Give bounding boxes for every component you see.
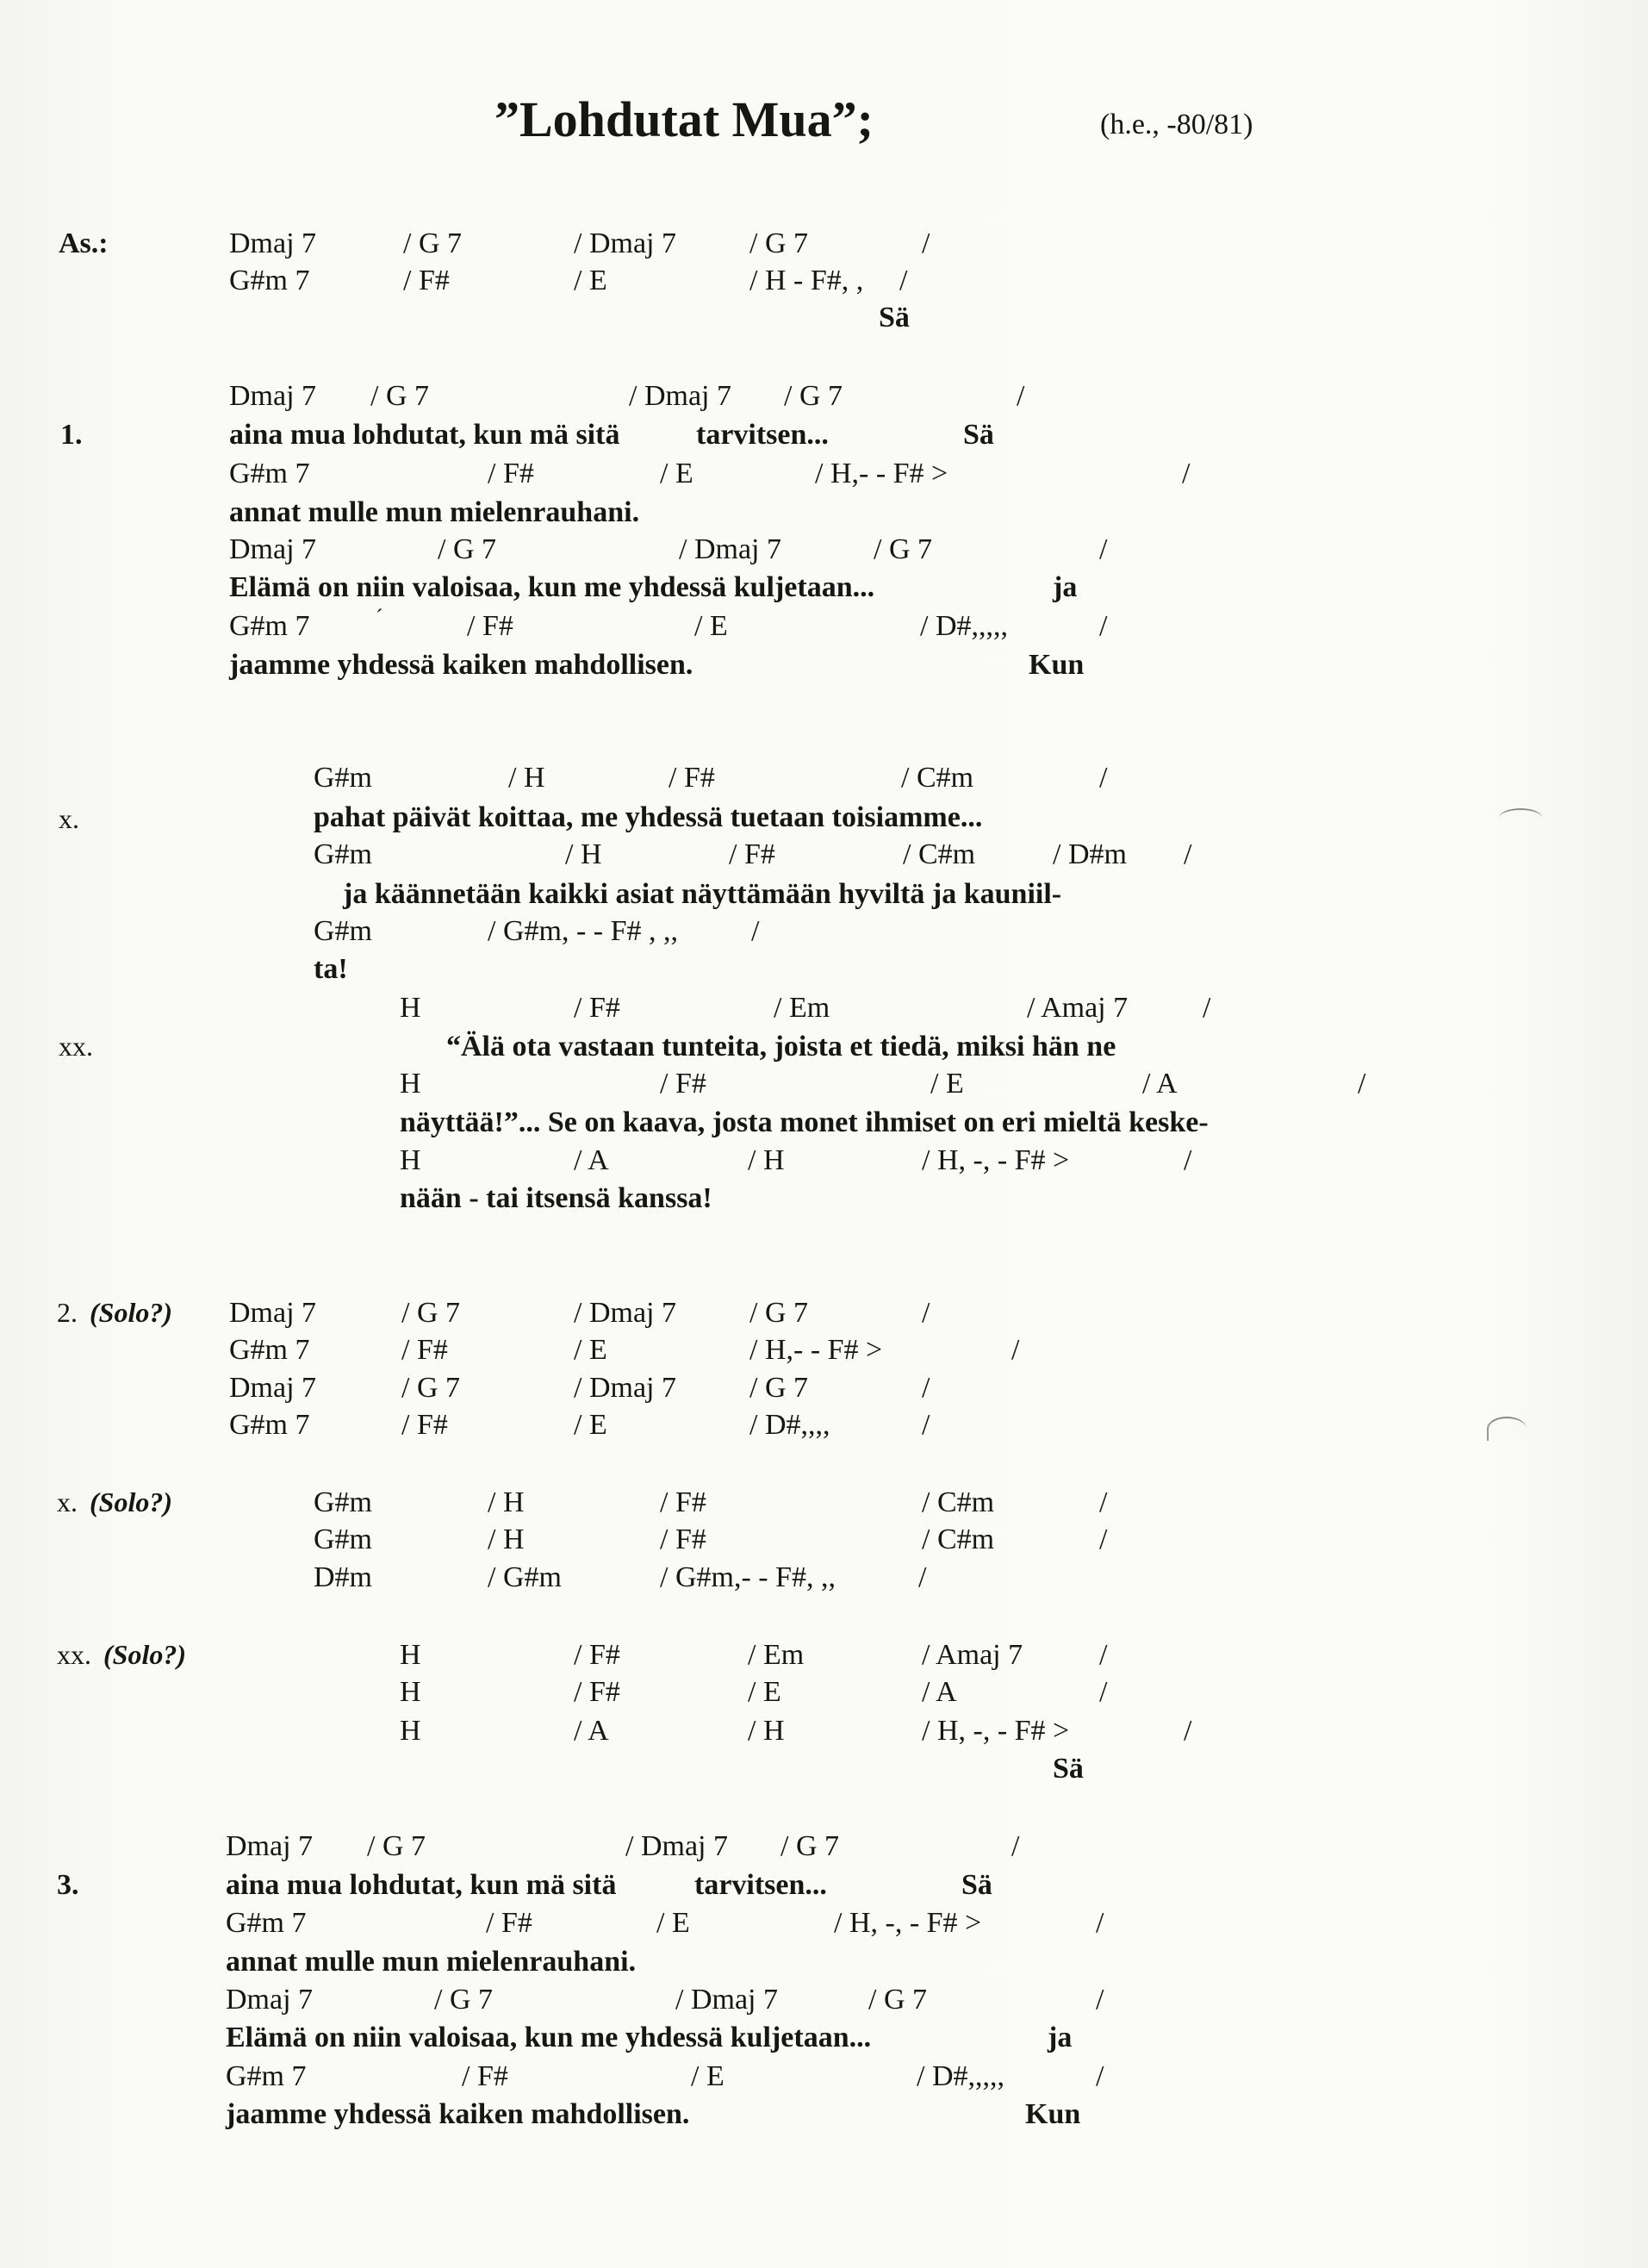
chord: / G#m, - - F# , ,, [488, 915, 678, 947]
lyric-line: ta! [314, 953, 348, 985]
song-subtitle: (h.e., -80/81) [1100, 109, 1253, 140]
chord: G#m 7 [226, 2060, 307, 2092]
bar-line: / [1099, 1676, 1108, 1708]
chord: Dmaj 7 [229, 227, 317, 259]
chord: / F# [401, 1409, 448, 1441]
chord: / Dmaj 7 [679, 533, 781, 565]
chord: / F# [574, 1676, 620, 1708]
chord: G#m 7 [229, 458, 310, 489]
section-label-intro: As.: [59, 227, 109, 259]
chord: / Dmaj 7 [625, 1830, 728, 1862]
chord: / H,- - F# > [815, 458, 948, 489]
chord: / F# [574, 992, 620, 1024]
lyric-line: annat mulle mun mielenrauhani. [229, 496, 640, 528]
chord: Dmaj 7 [226, 1984, 314, 2016]
lyric-line: jaamme yhdessä kaiken mahdollisen. [226, 2098, 690, 2130]
chord: / G 7 [749, 227, 808, 259]
bar-line: / [918, 1561, 927, 1593]
section-label-bridge-x: x. [59, 803, 79, 834]
chord: / A [1142, 1068, 1178, 1100]
chord: / G 7 [868, 1984, 927, 2016]
chord: H [400, 1639, 421, 1671]
chord: H [400, 1715, 421, 1747]
punch-hole-mark [1499, 808, 1542, 827]
chord: / H [488, 1486, 525, 1518]
chord: Dmaj 7 [229, 1372, 317, 1404]
bar-line: / [1099, 1486, 1108, 1518]
chord: ´ [376, 605, 383, 630]
chord: / F# [660, 1486, 706, 1518]
chord: / Em [748, 1639, 805, 1671]
chord: / G 7 [749, 1372, 808, 1404]
lyric-line: ja [1048, 2022, 1073, 2053]
chord: / A [574, 1715, 609, 1747]
chord: / E [694, 610, 728, 642]
lyric-line: “Älä ota vastaan tunteita, joista et tiedä, miksi hän ne [446, 1031, 1116, 1062]
chord: / E [656, 1907, 690, 1939]
section-label-bridge-xx: xx. [59, 1031, 93, 1062]
section-number: xx. [57, 1639, 91, 1670]
lyric-line: ja [1053, 571, 1078, 603]
bar-line: / [1096, 2060, 1104, 2092]
chord: / H, -, - F# > [922, 1715, 1070, 1747]
chord: / Dmaj 7 [574, 1297, 676, 1329]
chord: / E [691, 2060, 724, 2092]
chord: G#m [314, 915, 372, 947]
chord: / F# [669, 762, 715, 794]
chord: / E [574, 1334, 607, 1366]
chord: H [400, 1068, 421, 1100]
chord: / G 7 [434, 1984, 493, 2016]
chord: / Amaj 7 [922, 1639, 1023, 1671]
chord: / G 7 [874, 533, 932, 565]
section-label-verse-1: 1. [60, 419, 83, 451]
chord: / Amaj 7 [1027, 992, 1129, 1024]
chord: / E [574, 1409, 607, 1441]
chord: G#m 7 [229, 265, 310, 296]
lyric-line: nään - tai itsensä kanssa! [400, 1182, 712, 1214]
song-title: ”Lohdutat Mua”; [494, 91, 874, 147]
chord: / E [574, 265, 607, 296]
chord: H [400, 992, 421, 1024]
bar-line: / [922, 1297, 930, 1329]
chord: / G 7 [367, 1830, 426, 1862]
bar-line: / [922, 1409, 930, 1441]
bar-line: / [1099, 1639, 1108, 1671]
lyric-line: Kun [1029, 649, 1085, 681]
chord: / G 7 [784, 380, 843, 412]
bar-line: / [1017, 380, 1025, 412]
chord: G#m 7 [229, 610, 310, 642]
pickup-lyric: Sä [1053, 1753, 1084, 1785]
chord: / Em [774, 992, 830, 1024]
lyric-line: pahat päivät koittaa, me yhdessä tuetaan toisiamme... [314, 801, 983, 833]
chord: G#m [314, 762, 372, 794]
chord: Dmaj 7 [229, 1297, 317, 1329]
chord: / H,- - F# > [749, 1334, 883, 1366]
lyric-line: Elämä on niin valoisaa, kun me yhdessä kuljetaan... [226, 2022, 872, 2053]
chord: / E [930, 1068, 964, 1100]
bar-line: / [1099, 1523, 1108, 1555]
lyric-line: annat mulle mun mielenrauhani. [226, 1946, 637, 1978]
bar-line: / [1184, 838, 1192, 870]
chord: / G 7 [749, 1297, 808, 1329]
lyric-line: tarvitsen... [694, 1869, 827, 1901]
lyric-line: Sä [961, 1869, 992, 1901]
chord: / G 7 [780, 1830, 839, 1862]
chord: / A [574, 1144, 609, 1176]
chord: / D#,,,,, [917, 2060, 1004, 2092]
chord: / H - F#, , [749, 265, 864, 296]
section-number: x. [57, 1486, 78, 1517]
chord: / D#,,,, [749, 1409, 830, 1441]
bar-line: / [1182, 458, 1191, 489]
section-note: (Solo?) [90, 1486, 172, 1517]
chord: / H [508, 762, 545, 794]
chord: / D#m [1053, 838, 1127, 870]
bar-line: / [1099, 610, 1108, 642]
chord: / G 7 [403, 227, 462, 259]
chord: / F# [660, 1068, 706, 1100]
chord: Dmaj 7 [229, 533, 317, 565]
chord: / D#,,,,, [920, 610, 1008, 642]
chord: / G#m,- - F#, ,, [660, 1561, 836, 1593]
chord: / Dmaj 7 [574, 227, 676, 259]
chord: / F# [660, 1523, 706, 1555]
section-note: (Solo?) [90, 1297, 172, 1328]
lyric-line: aina mua lohdutat, kun mä sitä [229, 419, 620, 451]
bar-line: / [1099, 533, 1108, 565]
chord: / F# [467, 610, 513, 642]
chord: G#m 7 [229, 1334, 310, 1366]
chord: / H [748, 1715, 785, 1747]
chord: / H, -, - F# > [834, 1907, 982, 1939]
chord: / H [748, 1144, 785, 1176]
chord: / E [660, 458, 693, 489]
chord: G#m [314, 838, 372, 870]
chord: / F# [729, 838, 775, 870]
section-number: 2. [57, 1297, 78, 1328]
lyric-line: Elämä on niin valoisaa, kun me yhdessä kuljetaan... [229, 571, 875, 603]
chord: / C#m [901, 762, 974, 794]
chord: H [400, 1144, 421, 1176]
bar-line: / [1358, 1068, 1366, 1100]
chord: / H, -, - F# > [922, 1144, 1070, 1176]
lyric-line: Kun [1025, 2098, 1081, 2130]
bar-line: / [922, 227, 930, 259]
bar-line: / [922, 1372, 930, 1404]
section-label-verse-3: 3. [57, 1869, 79, 1901]
bar-line: / [1011, 1830, 1020, 1862]
chord: H [400, 1676, 421, 1708]
chord: / F# [401, 1334, 448, 1366]
bar-line: / [1203, 992, 1211, 1024]
bar-line: / [1099, 762, 1108, 794]
chord: / G 7 [438, 533, 496, 565]
chord: / F# [486, 1907, 532, 1939]
bar-line: / [1096, 1984, 1104, 2016]
bar-line: / [751, 915, 760, 947]
chord: / C#m [922, 1486, 995, 1518]
chord: / C#m [903, 838, 976, 870]
chord: / Dmaj 7 [675, 1984, 778, 2016]
chord: / H [565, 838, 602, 870]
bar-line: / [1096, 1907, 1104, 1939]
bar-line: / [1184, 1715, 1192, 1747]
chord: / G 7 [401, 1372, 460, 1404]
chord: / G 7 [401, 1297, 460, 1329]
chord: G#m 7 [229, 1409, 310, 1441]
chord: / Dmaj 7 [574, 1372, 676, 1404]
chord: / G 7 [370, 380, 429, 412]
chord: D#m [314, 1561, 372, 1593]
chord: / F# [574, 1639, 620, 1671]
pickup-lyric: Sä [879, 302, 910, 333]
chord: Dmaj 7 [229, 380, 317, 412]
chord: / F# [403, 265, 450, 296]
bar-line: / [1184, 1144, 1192, 1176]
bar-line: / [1011, 1334, 1020, 1366]
chord: / F# [488, 458, 534, 489]
chord: G#m [314, 1486, 372, 1518]
chord: Dmaj 7 [226, 1830, 314, 1862]
section-note: (Solo?) [103, 1639, 186, 1670]
chord: / A [922, 1676, 957, 1708]
chord: / G#m [488, 1561, 562, 1593]
lyric-line: ja käännetään kaikki asiat näyttämään hyviltä ja kauniil- [343, 878, 1062, 910]
punch-hole-mark [1487, 1417, 1527, 1441]
lyric-line: tarvitsen... [696, 419, 829, 451]
chord: / H [488, 1523, 525, 1555]
lyric-line: Sä [963, 419, 994, 451]
chord: G#m 7 [226, 1907, 307, 1939]
chord: / Dmaj 7 [629, 380, 731, 412]
lyric-line: jaamme yhdessä kaiken mahdollisen. [229, 649, 693, 681]
lyric-line: aina mua lohdutat, kun mä sitä [226, 1869, 617, 1901]
bar-line: / [899, 265, 908, 296]
lyric-line: näyttää!”... Se on kaava, josta monet ihmiset on eri mieltä keske- [400, 1106, 1209, 1138]
chord: G#m [314, 1523, 372, 1555]
chord: / C#m [922, 1523, 995, 1555]
chord: / F# [462, 2060, 508, 2092]
chord: / E [748, 1676, 781, 1708]
